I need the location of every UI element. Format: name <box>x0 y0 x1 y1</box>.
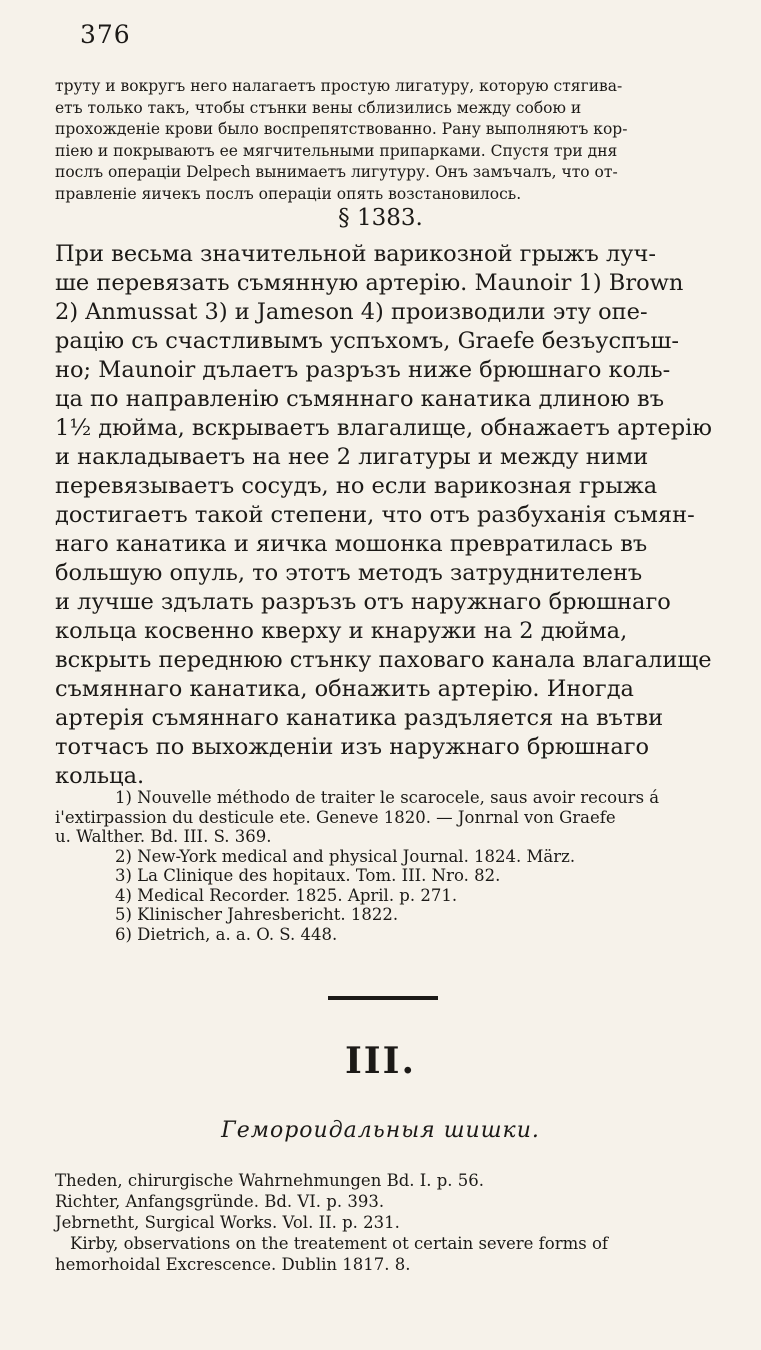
intro-line: труту и вокругъ него налагаетъ простую лигатуру, которую стягива- <box>55 77 623 95</box>
footnotes <box>55 788 715 944</box>
reference-line: Richter, Anfangsgründe. Bd. VI. p. 393. <box>55 1192 385 1211</box>
page-number: 376 <box>80 20 131 49</box>
footnote-line: i'extirpassion du desticule ete. Geneve 1820. — Jonrnal von Graefe <box>55 807 616 827</box>
footnote-line: 2) New-York medical and physical Journal. 1824. März. <box>115 846 576 866</box>
main-line: перевязываетъ сосудъ, но если варикозная грыжа <box>55 473 658 499</box>
intro-line: послъ операціи Delpech вынимаетъ лигутуру. Онъ замъчалъ, что от- <box>55 163 618 181</box>
chapter-number: III. <box>344 1040 417 1082</box>
main-line: тотчасъ по выхожденіи изъ наружнаго брюшнаго <box>55 734 650 760</box>
footnote-line: 5) Klinischer Jahresbericht. 1822. <box>115 905 399 924</box>
main-line: ше перевязать съмянную артерію. Maunoir 1) Brown <box>55 270 684 296</box>
footnote-line: 3) La Clinique des hopitaux. Tom. III. Nro. 82. <box>115 866 501 885</box>
footnote-line: 4) Medical Recorder. 1825. April. p. 271. <box>115 885 458 905</box>
reference-line: Kirby, observations on the treatement ot certain severe forms of <box>70 1234 608 1253</box>
main-line: большую опуль, то этотъ методъ затруднителенъ <box>55 560 643 586</box>
main-line: 1½ дюйма, вскрываетъ влагалище, обнажаетъ артерію <box>55 415 712 441</box>
main-line: съмяннаго канатика, обнажить артерію. Иногда <box>55 676 634 702</box>
main-line: рацію съ счастливымъ успъхомъ, Graefe безъуспъш- <box>55 328 679 354</box>
main-line: достигаетъ такой степени, что отъ разбуханія съмян- <box>55 502 695 528</box>
footnote-line: 6) Dietrich, a. a. O. S. 448. <box>115 924 338 944</box>
reference-line: Jebrnetht, Surgical Works. Vol. II. p. 231. <box>55 1213 400 1232</box>
intro-line: пiею и покрываютъ ее мягчительными припарками. Спустя три дня <box>55 141 618 160</box>
intro-line: правленіе яичекъ послъ операціи опять возстановилось. <box>55 184 522 203</box>
section-divider <box>328 996 438 1000</box>
main-line: При весьма значительной варикозной грыжъ луч- <box>55 241 656 267</box>
main-line: ца по направленію съмяннаго канатика длиною въ <box>55 386 665 412</box>
footnote-line: 1) Nouvelle méthodo de traiter le scarocele, saus avoir recours á <box>115 788 660 807</box>
section-heading: § 1383. <box>338 205 423 231</box>
main-line: кольца. <box>55 763 145 789</box>
main-paragraph <box>55 240 715 791</box>
footnote-line: u. Walther. Bd. III. S. 369. <box>55 827 272 846</box>
main-line: и лучше здълать разръзъ отъ наружнаго брюшнаго <box>55 589 671 615</box>
reference-line: hemorhoidal Excrescence. Dublin 1817. 8. <box>55 1255 411 1274</box>
main-line: артерія съмяннаго канатика раздъляется на вътви <box>55 705 664 731</box>
main-line: вскрыть переднюю стънку паховаго канала влагалище <box>55 647 712 673</box>
intro-paragraph <box>55 76 715 205</box>
main-line: и накладываетъ на нее 2 лигатуры и между ними <box>55 444 649 470</box>
references <box>55 1170 715 1275</box>
intro-line: етъ только такъ, чтобы стънки вены сблизились между собою и <box>55 98 582 117</box>
chapter-title: Геморoидальныя шишки. <box>221 1118 540 1143</box>
main-line: кольца косвенно кверху и кнаружи на 2 дюйма, <box>55 618 628 644</box>
main-line: 2) Anmussat 3) и Jameson 4) производили эту опе- <box>55 299 648 325</box>
main-line: наго канатика и яичка мошонка превратилась въ <box>55 531 648 557</box>
intro-line: прохожденіе крови было воспрепятствованно. Рану выполняютъ кор- <box>55 120 628 138</box>
main-line: но; Maunoir дълаетъ разръзъ ниже брюшнаго коль- <box>55 357 671 383</box>
reference-line: Theden, chirurgische Wahrnehmungen Bd. I. p. 56. <box>55 1171 485 1190</box>
